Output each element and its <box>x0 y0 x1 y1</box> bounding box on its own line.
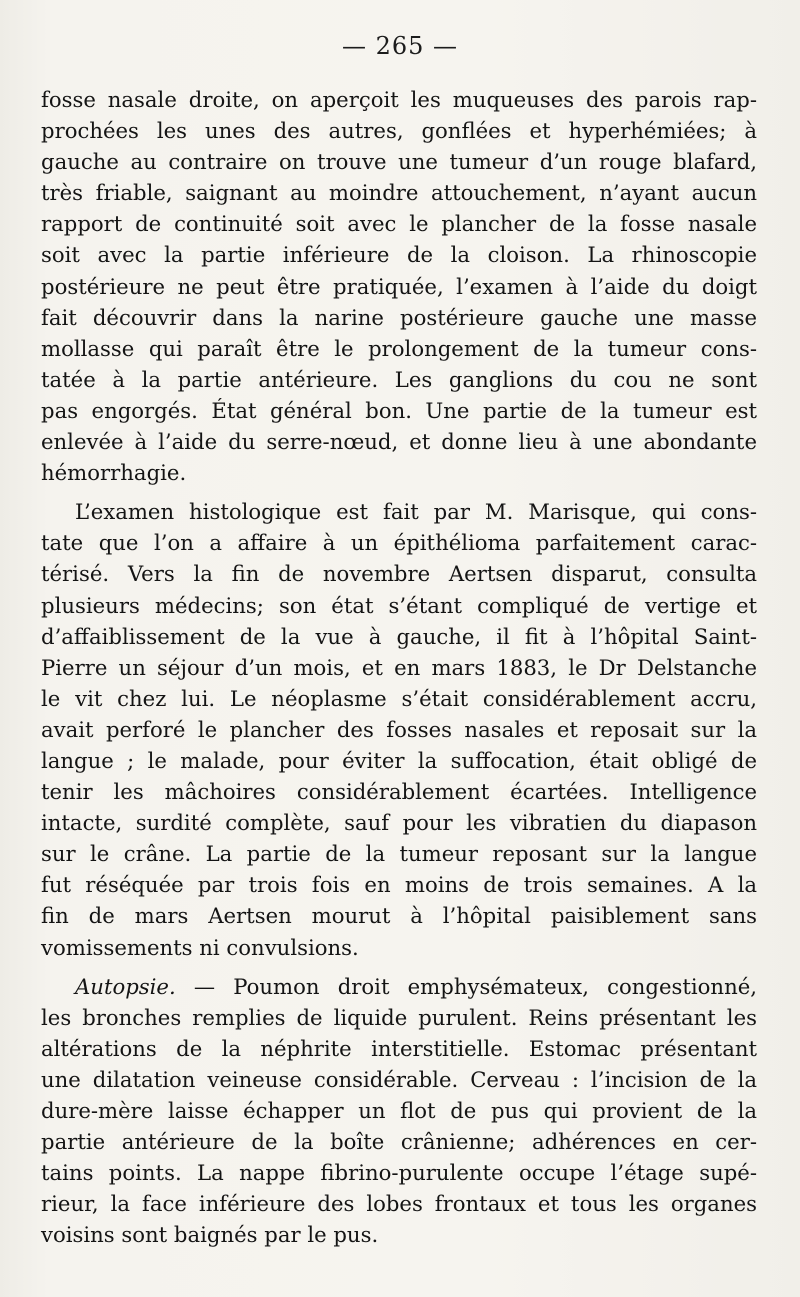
text-line: rapport de continuité soit avec le plancher de la fosse nasale <box>41 211 757 237</box>
text-line: tenir les mâchoires considérablement écartées. Intelligence <box>41 779 757 805</box>
text-line: vomissements ni convulsions. <box>41 934 359 960</box>
text-line: gauche au contraire on trouve une tumeur d’un rouge blafard, <box>41 149 757 175</box>
text-line: langue ; le malade, pour éviter la suffocation, était obligé de <box>41 747 757 773</box>
text-line: hémorrhagie. <box>41 460 187 486</box>
text-line: L’examen histologique est fait par M. Marisque, qui cons- <box>75 499 757 525</box>
text-line: sur le crâne. La partie de la tumeur reposant sur la langue <box>41 841 757 867</box>
paragraph-2 <box>41 496 757 962</box>
text-line <box>41 971 757 1002</box>
text-line: le vit chez lui. Le néoplasme s’était considérablement accru, <box>41 685 757 711</box>
text-line: avait perforé le plancher des fosses nasales et reposait sur la <box>41 716 757 742</box>
text-line: partie antérieure de la boîte crânienne; adhérences en cer- <box>41 1129 757 1155</box>
text-line: tains points. La nappe fibrino-purulente occupe l’étage supé- <box>41 1160 757 1186</box>
text-line: fait découvrir dans la narine postérieure gauche une masse <box>41 304 757 330</box>
text-line: postérieure ne peut être pratiquée, l’examen à l’aide du doigt <box>41 273 757 299</box>
text-line: les bronches remplies de liquide purulent. Reins présentant les <box>41 1004 757 1030</box>
text-span: — Poumon droit emphysémateux, congestionné, <box>175 973 757 999</box>
text-line: très friable, saignant au moindre attouchement, n’ayant aucun <box>41 180 757 206</box>
text-line: tatée à la partie antérieure. Les ganglions du cou ne sont <box>41 366 757 392</box>
text-line: dure-mère laisse échapper un flot de pus qui provient de la <box>41 1098 757 1123</box>
paragraph-1 <box>41 84 757 488</box>
section-lead: Autopsie. <box>75 973 176 999</box>
text-line: altérations de la néphrite interstitielle. Estomac présentant <box>41 1035 757 1061</box>
text-line: plusieurs médecins; son état s’étant compliqué de vertige et <box>41 592 757 618</box>
text-line: une dilatation veineuse considérable. Cerveau : l’incision de la <box>41 1066 757 1092</box>
body-text <box>41 84 757 1250</box>
text-line: enlevée à l’aide du serre-nœud, et donne lieu à une abondante <box>41 429 757 455</box>
page-number: — 265 — <box>341 32 459 60</box>
text-line: intacte, surdité complète, sauf pour les vibratien du diapason <box>41 810 757 836</box>
text-line: Pierre un séjour d’un mois, et en mars 1883, le Dr Delstanche <box>41 654 757 680</box>
paragraph-3 <box>41 971 757 1251</box>
text-line: mollasse qui paraît être le prolongement de la tumeur cons- <box>41 335 757 361</box>
text-line: fin de mars Aertsen mourut à l’hôpital paisiblement sans <box>41 903 757 929</box>
text-line: pas engorgés. État général bon. Une partie de la tumeur est <box>41 397 757 423</box>
text-line: fosse nasale droite, on aperçoit les muqueuses des parois rap- <box>41 87 757 112</box>
text-line: prochées les unes des autres, gonflées et hyperhémiées; à <box>41 118 757 144</box>
text-line: térisé. Vers la fin de novembre Aertsen disparut, consulta <box>41 561 757 587</box>
text-line: voisins sont baignés par le pus. <box>41 1222 379 1248</box>
text-line: d’affaiblissement de la vue à gauche, il fit à l’hôpital Saint- <box>41 623 757 649</box>
text-line: rieur, la face inférieure des lobes frontaux et tous les organes <box>41 1191 757 1217</box>
text-line: soit avec la partie inférieure de la cloison. La rhinoscopie <box>41 242 757 268</box>
text-line: fut réséquée par trois fois en moins de trois semaines. A la <box>41 872 757 898</box>
text-line: tate que l’on a affaire à un épithélioma parfaitement carac- <box>41 530 757 556</box>
